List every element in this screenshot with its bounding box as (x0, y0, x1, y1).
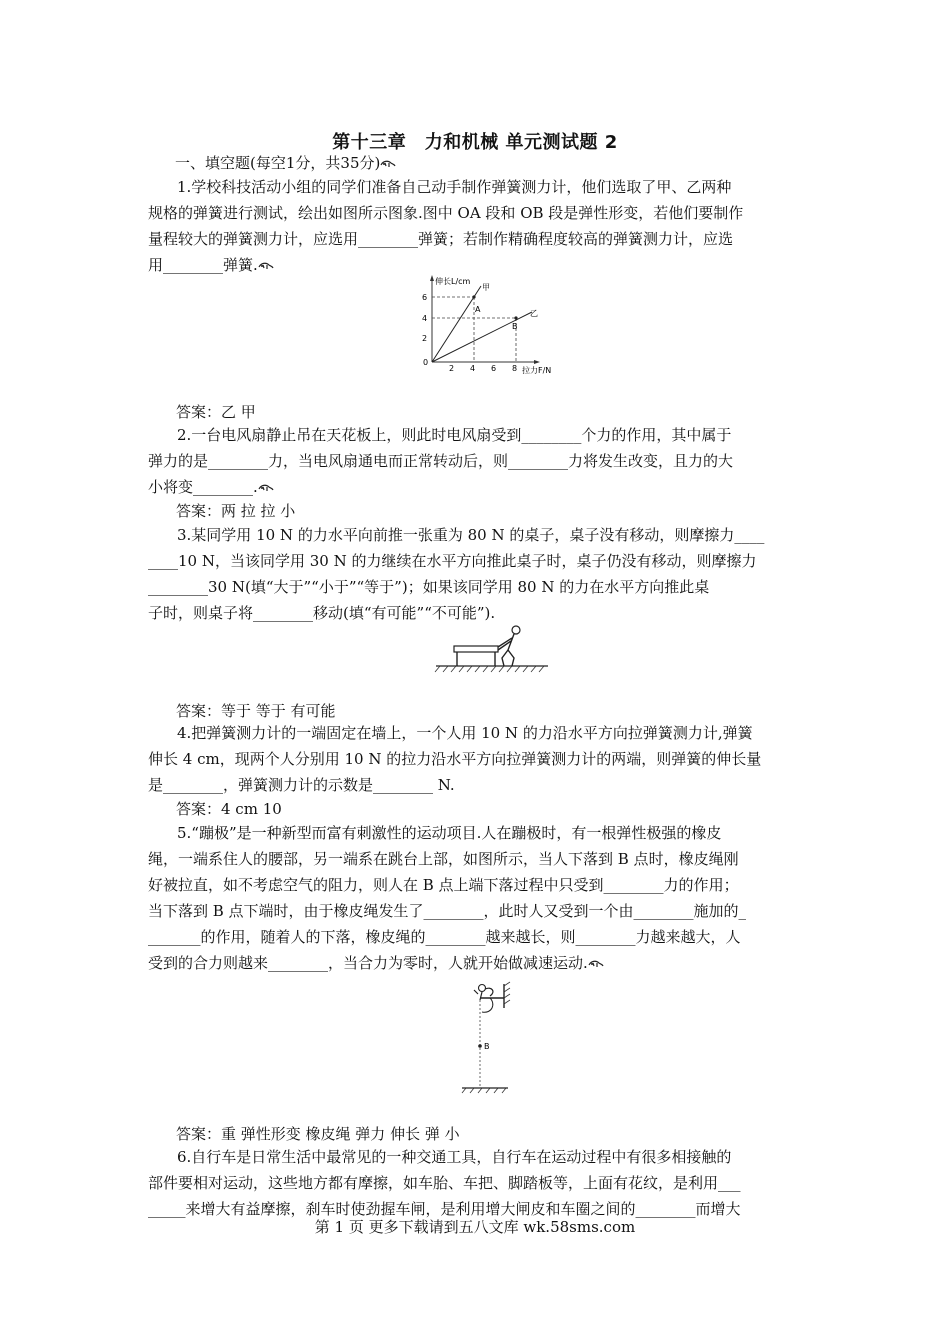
q3-line: 3.某同学用 10 N 的力水平向前推一张重为 80 N 的桌子，桌子没有移动，则摩擦力____ (177, 526, 765, 544)
jumper-head (479, 985, 486, 992)
mouse-icon (588, 958, 604, 970)
y-tick-label: 6 (422, 293, 428, 302)
point-b-label: B (484, 1042, 490, 1051)
x-tick-label: 2 (449, 364, 455, 373)
question-3 (148, 522, 802, 626)
point-b-marker (478, 1044, 482, 1048)
q5-line (148, 950, 802, 976)
q5-line: 绳，一端系住人的腰部，另一端系在跳台上部，如图所示，当人下落到 B 点时，橡皮绳刚 (148, 850, 739, 868)
point-a-marker (472, 295, 475, 298)
section-heading-text: 一、填空题(每空1分，共35分) (175, 154, 381, 172)
q2-line-text: 小将变________. (148, 478, 258, 496)
q1-line: 量程较大的弹簧测力计，应选用________弹簧；若制作精确程度较高的弹簧测力计，应选 (148, 230, 734, 248)
question-1 (148, 174, 802, 278)
q4-line: 伸长 4 cm，现两个人分别用 10 N 的拉力沿水平方向拉弹簧测力计的两端，则弹簧的伸长量 (148, 750, 762, 768)
x-axis-label: 拉力F/N (522, 366, 552, 375)
point-a-label: A (475, 305, 481, 314)
bungee-rope (482, 998, 493, 1012)
table-top (454, 646, 498, 652)
y-tick-label: 4 (422, 314, 428, 323)
push-table-figure (432, 622, 552, 680)
spring-graph-figure (410, 272, 570, 378)
point-b-label: B (512, 322, 518, 331)
mouse-icon (380, 158, 396, 170)
q1-line: 1.学校科技活动小组的同学们准备自己动手制作弹簧测力计，他们选取了甲、乙两种 (177, 178, 732, 196)
person-body (498, 634, 514, 666)
q2-answer: 答案：两 拉 拉 小 (176, 502, 296, 520)
q1-line: 规格的弹簧进行测试，绘出如图所示图象.图中 OA 段和 OB 段是弹性形变，若他们要制作 (148, 204, 744, 222)
line-yi-label: 乙 (530, 309, 538, 318)
wall-hatching (504, 982, 510, 1004)
q6-line: 部件要相对运动，这些地方都有摩擦，如车胎、车把、脚踏板等，上面有花纹，是利用___ (148, 1174, 741, 1192)
q6-line: 6.自行车是日常生活中最常见的一种交通工具，自行车在运动过程中有很多相接触的 (177, 1148, 732, 1166)
ground-hatching (462, 1088, 506, 1093)
x-tick-label: 6 (491, 364, 497, 373)
q4-answer: 答案：4 cm 10 (176, 800, 282, 818)
q5-answer: 答案：重 弹性形变 橡皮绳 弹力 伸长 弹 小 (176, 1125, 460, 1143)
section-heading (175, 152, 396, 173)
floor-hatching (435, 666, 544, 672)
q4-line: 是________，弹簧测力计的示数是________ N. (148, 776, 455, 794)
y-tick-label: 2 (422, 334, 428, 343)
person-head (512, 626, 520, 634)
mouse-icon (258, 482, 274, 494)
page-title: 第十三章 力和机械 单元测试题 2 (332, 132, 618, 153)
line-jia-label: 甲 (482, 283, 490, 292)
point-b-marker (514, 316, 517, 319)
q4-line: 4.把弹簧测力计的一端固定在墙上，一个人用 10 N 的力沿水平方向拉弹簧测力计,弹簧 (177, 724, 753, 742)
q6-line: _____来增大有益摩擦，刹车时使劲握车闸，是利用增大闸皮和车圈之间的________而增大 (148, 1200, 741, 1218)
page-footer: 第 1 页 更多下载请到五八文库 wk.58sms.com (314, 1218, 636, 1236)
x-axis-arrow (534, 360, 540, 364)
q1-answer: 答案：乙 甲 (176, 403, 256, 421)
q2-line (148, 474, 802, 500)
q1-line-text: 用________弹簧. (148, 256, 258, 274)
q2-line: 弹力的是________力，当电风扇通电而正常转动后，则________力将发生改变，且力的大 (148, 452, 734, 470)
q3-line: 子时，则桌子将________移动(填“有可能”“不可能”). (148, 604, 496, 622)
q5-line: 好被拉直，如不考虑空气的阻力，则人在 B 点上端下落过程中只受到________力的作用； (148, 876, 739, 894)
line-yi (432, 312, 532, 362)
q5-line-text: 受到的合力则越来________，当合力为零时，人就开始做减速运动. (148, 954, 588, 972)
question-5 (148, 820, 802, 976)
mouse-icon (258, 260, 274, 272)
y-axis-arrow (430, 275, 434, 281)
q3-line: ____10 N，当该同学用 30 N 的力继续在水平方向推此桌子时，桌子仍没有移动，则摩擦力 (148, 552, 757, 570)
q5-line: 5.“蹦极”是一种新型而富有刺激性的运动项目.人在蹦极时，有一根弹性极强的橡皮 (177, 824, 722, 842)
question-6 (148, 1144, 802, 1222)
bungee-figure (452, 978, 524, 1102)
q5-line: 当下落到 B 点下端时，由于橡皮绳发生了________，此时人又受到一个由________施加的_ (148, 902, 747, 920)
x-tick-label: 8 (512, 364, 518, 373)
q2-line: 2.一台电风扇静止吊在天花板上，则此时电风扇受到________个力的作用，其中属于 (177, 426, 732, 444)
question-4 (148, 720, 802, 798)
q5-line: _______的作用，随着人的下落，橡皮绳的________越来越长，则________力越来越大，人 (148, 928, 741, 946)
origin-label: 0 (423, 358, 429, 367)
question-2 (148, 422, 802, 500)
y-axis-label: 伸长L/cm (435, 277, 471, 286)
q3-line: ________30 N(填“大于”“小于”“等于”)；如果该同学用 80 N 的力在水平方向推此桌 (148, 578, 710, 596)
x-tick-label: 4 (470, 364, 476, 373)
q3-answer: 答案：等于 等于 有可能 (176, 702, 336, 720)
